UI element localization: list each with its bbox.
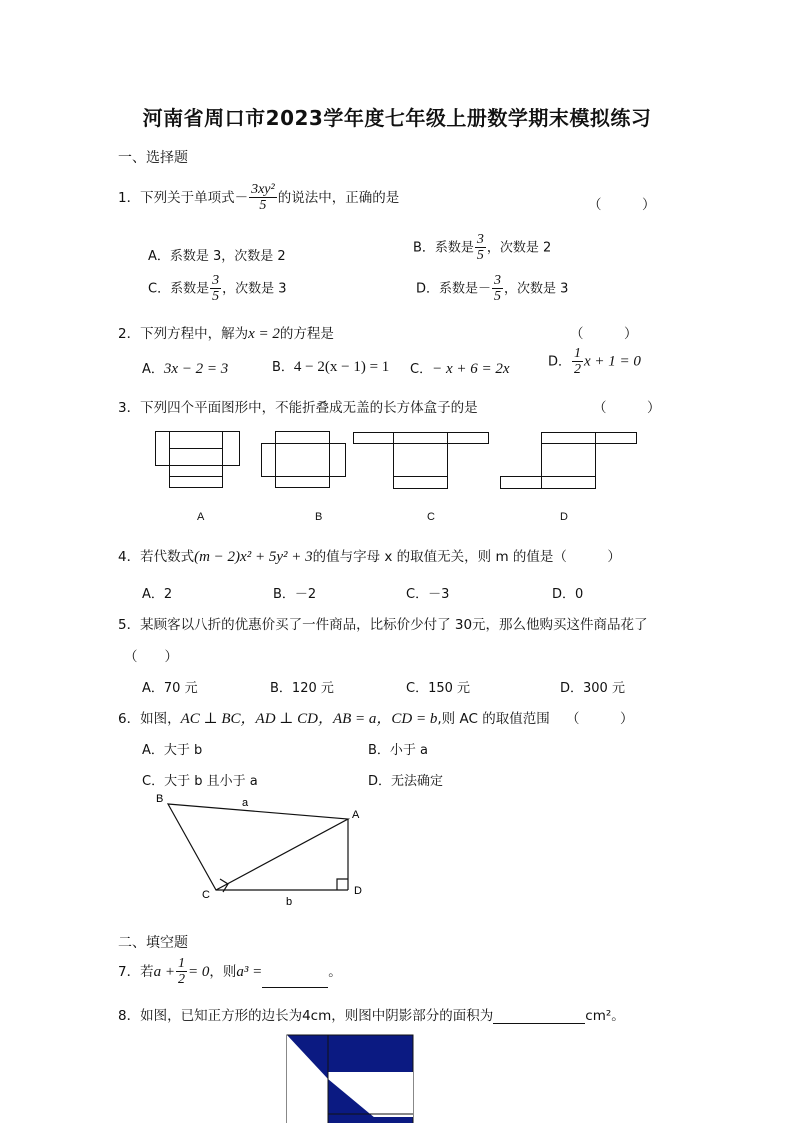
section-heading-fill: 二、填空题 [118,935,188,951]
page-title: 河南省周口市2023学年度七年级上册数学期末模拟练习 [142,106,652,130]
q1-d-den: 5 [494,289,502,305]
q8-stem-prefix: 8．如图，已知正方形的边长为 [118,1008,303,1024]
q6-stem-suffix: ,则 AC 的取值范围 [437,711,550,727]
q6-option-a: A．大于 b [142,743,203,758]
q4-option-d: D．0 [552,587,584,602]
question-6-stem [118,707,550,728]
q1-fraction-numerator: 3xy² [251,182,275,197]
q1-option-d [416,273,568,305]
q6-answer-paren: （ ） [566,711,634,727]
q6-stem-math: AC ⊥ BC，AD ⊥ CD，AB = a，CD = b [180,711,438,727]
q1-option-d-prefix: D．系数是－ [416,281,492,297]
q7-prefix: 7．若 [118,963,154,980]
q6-label-d-vertex: D [354,885,362,897]
q1-option-c-prefix: C．系数是 [148,281,210,297]
q1-c-den: 5 [212,289,220,305]
q7-mid: ，则 [209,963,237,980]
section-heading-choice: 一、选择题 [118,150,188,166]
q2-stem-suffix: 的方程是 [279,326,334,342]
q4-option-c: C．－3 [406,587,450,602]
q5-option-a: A．70 元 [142,681,198,696]
q7-math-3: a³ = [236,963,263,980]
q6-label-b-side: b [286,896,293,908]
q3-answer-paren: （ ） [593,400,661,416]
q2-option-a [142,358,228,378]
q2-option-b-label: B． [272,360,294,375]
q3-label-d: D [560,511,568,523]
q2-option-b-math: 4 − 2(x − 1) = 1 [293,359,390,375]
q6-stem-prefix: 6．如图， [118,711,181,727]
q1-answer-paren: （ ） [588,197,656,213]
q4-option-a: A．2 [142,587,173,602]
q4-stem-prefix: 4．若代数式 [118,549,195,565]
q5-option-d: D．300 元 [560,681,625,696]
q6-option-c: C．大于 b 且小于 a [142,774,258,789]
q2-answer-paren: （ ） [570,326,638,342]
q6-option-b: B．小于 a [368,743,429,758]
q6-label-b-vertex: B [156,793,164,805]
q1-option-d-fraction [492,273,503,305]
q1-option-b-prefix: B．系数是 [413,240,474,256]
question-8 [118,1004,625,1024]
q1-option-a: A．系数是 3，次数是 2 [148,249,286,264]
q2-stem-prefix: 2．下列方程中，解为 [118,326,249,342]
question-3-stem: 3．下列四个平面图形中，不能折叠成无盖的长方体盒子的是 [118,400,478,416]
q6-triangle-figure [150,790,380,910]
q4-stem-math: (m − 2)x² + 5y² + 3 [194,549,313,565]
q2-stem-math: x = 2 [248,326,280,342]
q8-answer-blank[interactable] [493,1009,585,1024]
q6-label-c-vertex: C [202,889,210,901]
q4-stem-suffix: 的值与字母 x 的取值无关，则 m 的值是（ ） [312,549,621,565]
q2-d-num: 1 [574,346,582,361]
q3-net-a [155,431,240,491]
q3-net-d [500,431,638,491]
q1-d-num: 3 [494,273,502,288]
question-1-stem [118,182,399,214]
question-4-stem [118,545,621,566]
q5-option-b: B．120 元 [270,681,334,696]
q1-option-c [148,273,286,305]
q3-label-a: A [197,511,205,523]
q2-option-a-label: A． [142,362,164,377]
q1-stem-suffix: 的说法中，正确的是 [277,189,400,206]
q2-option-d [548,346,641,378]
q2-option-d-math: x + 1 = 0 [584,353,641,370]
q8-side-length: 4cm [302,1008,332,1024]
q7-fraction [176,956,187,988]
q1-b-num: 3 [476,232,484,247]
q1-b-den: 5 [476,248,484,264]
q2-option-c-label: C． [410,362,433,377]
q7-math-2: = 0 [187,963,210,980]
q6-label-a-side: a [242,797,249,809]
q7-answer-blank[interactable] [262,973,328,988]
q1-stem-prefix: 1．下列关于单项式－ [118,189,249,206]
q4-option-b: B．－2 [273,587,317,602]
q5-answer-paren: （ ） [124,649,178,665]
q1-option-c-suffix: ，次数是 3 [222,281,287,297]
q2-option-d-label: D． [548,354,572,370]
q8-unit: cm²。 [585,1008,625,1024]
q2-d-den: 2 [574,362,582,378]
q8-stem-mid: ，则图中阴影部分的面积为 [331,1008,494,1024]
question-5-stem: 5．某顾客以八折的优惠价买了一件商品，比标价少付了 30元，那么他购买这件商品花了 [118,617,648,633]
q1-fraction [249,182,277,214]
q2-option-c-math: − x + 6 = 2x [432,361,510,377]
q2-option-a-math: 3x − 2 = 3 [163,361,229,377]
q1-fraction-denominator: 5 [259,198,267,214]
q1-option-c-fraction [210,273,221,305]
q1-option-b [413,232,551,264]
q3-net-b [261,431,346,491]
q2-option-c [410,358,510,378]
q3-label-c: C [427,511,435,523]
q2-option-d-fraction [572,346,583,378]
q8-shaded-square-figure [286,1034,414,1123]
q5-option-c: C．150 元 [406,681,471,696]
question-7 [118,956,342,988]
q7-num: 1 [177,956,185,971]
q1-option-d-suffix: ，次数是 3 [504,281,569,297]
q7-den: 2 [177,972,185,988]
q6-label-a-vertex: A [352,809,360,821]
q3-label-b: B [315,511,323,523]
question-2-stem [118,322,334,343]
q7-math-1: a + [153,963,175,980]
q6-option-d: D．无法确定 [368,774,444,789]
q7-suffix: 。 [328,963,342,980]
q1-option-b-fraction [475,232,486,264]
q2-option-b [272,356,389,376]
q1-c-num: 3 [212,273,220,288]
q1-option-b-suffix: ，次数是 2 [486,240,552,256]
q3-net-c [353,431,490,491]
